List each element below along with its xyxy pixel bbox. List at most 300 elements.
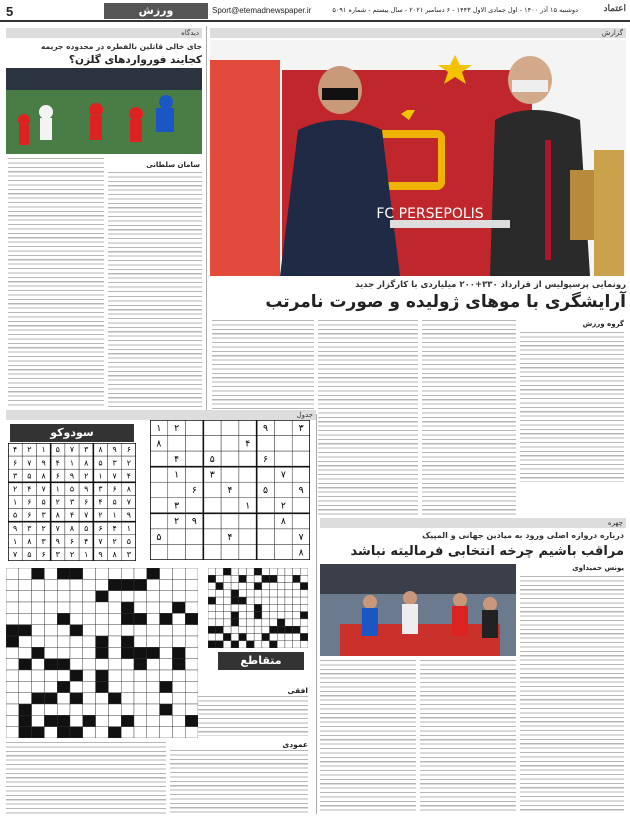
crossword-cell	[96, 715, 109, 726]
crossword-cell	[121, 613, 134, 624]
crossword-cell	[44, 727, 57, 738]
crossword-cell	[223, 619, 231, 626]
sudoku-cell: ۸	[126, 484, 132, 494]
crossword-cell	[293, 575, 301, 582]
crossword-cell	[293, 604, 301, 611]
crossword-cell	[185, 568, 198, 579]
crossword-cell	[285, 641, 293, 648]
crossword-cell	[172, 670, 185, 681]
crossword-cell	[96, 579, 109, 590]
crossword-cell	[223, 583, 231, 590]
crossword-cell	[262, 568, 270, 575]
crossword-cell	[57, 727, 70, 738]
sudoku-cell: ۱	[12, 536, 18, 546]
sudoku-cell: ۸	[84, 458, 89, 468]
crossword-cell	[172, 704, 185, 715]
crossword-cell	[96, 727, 109, 738]
crossword-cell	[83, 579, 96, 590]
crossword-cell	[83, 681, 96, 692]
crossword-cell	[70, 670, 83, 681]
crossword-cell	[6, 670, 19, 681]
crossword-cell	[19, 591, 32, 602]
crossword-cell	[83, 591, 96, 602]
crossword-cell	[216, 633, 224, 640]
sudoku-cell: ۳	[41, 510, 46, 520]
crossword-cell	[270, 590, 278, 597]
crossword-cell	[160, 602, 173, 613]
crossword-cell	[108, 625, 121, 636]
crossword-cell	[246, 612, 254, 619]
crossword-cell	[32, 647, 45, 658]
crossword-cell	[147, 579, 160, 590]
crossword-cell	[96, 704, 109, 715]
section-email[interactable]: Sport@etemadnewspaper.ir	[212, 6, 312, 15]
sudoku-cell: ۳	[112, 458, 117, 468]
sudoku-cell: ۸	[41, 471, 46, 481]
sudoku-cell: ۶	[41, 550, 46, 560]
crossword-cell	[300, 604, 308, 611]
sudoku-cell: ۱	[84, 550, 89, 560]
crossword-cell	[44, 568, 57, 579]
sudoku-cell: ۸	[27, 536, 32, 546]
left-text-col1b	[108, 296, 202, 408]
sudoku-cell: ۹	[84, 484, 89, 494]
crossword-cell	[246, 619, 254, 626]
date-issue: دوشنبه ۱۵ آذر ۱۴۰۰ - اول جمادی الاول ۱۴۴۳ - ۶ دسامبر ۲۰۲۱ - سال بیستم - شماره ۵۰۹۱	[332, 6, 578, 14]
sudoku-cell: ۹	[12, 523, 18, 533]
crossword-cell	[6, 625, 19, 636]
sudoku-cell: ۹	[126, 510, 132, 520]
crossword-cell	[185, 602, 198, 613]
crossword-cell	[44, 625, 57, 636]
sudoku-cell: ۲	[27, 445, 32, 455]
crossword-cell	[185, 681, 198, 692]
crossword-cell	[147, 602, 160, 613]
puzzle-tag: جدول	[6, 410, 316, 420]
crossword-cell	[277, 612, 285, 619]
crossword-cell	[19, 704, 32, 715]
crossword-cell	[160, 681, 173, 692]
sudoku-cell: ۱	[41, 445, 46, 455]
crossword-cell	[121, 681, 134, 692]
crossword-cell	[44, 591, 57, 602]
crossword-cell	[160, 715, 173, 726]
crossword-cell	[70, 636, 83, 647]
sudoku-cell: ۶	[27, 510, 32, 520]
crossword-cell	[300, 619, 308, 626]
crossword-cell	[231, 612, 239, 619]
crossword-cell	[262, 619, 270, 626]
crossword-cell	[285, 597, 293, 604]
crossword-cell	[19, 636, 32, 647]
crossword-cell	[300, 612, 308, 619]
crossword-cell	[160, 704, 173, 715]
crossword-cell	[246, 568, 254, 575]
main-title: آرایشگری با موهای ژولیده و صورت نامرتب	[265, 292, 626, 312]
crossword-cell	[83, 693, 96, 704]
crossword-cell	[172, 636, 185, 647]
crossword-cell	[70, 625, 83, 636]
sudoku-cell: ۷	[112, 471, 117, 481]
sudoku-cell: ۹	[41, 458, 46, 468]
crossword-cell	[108, 647, 121, 658]
crossword-cell	[223, 633, 231, 640]
crossword-cell	[32, 625, 45, 636]
crossword-cell	[239, 604, 247, 611]
crossword-cell	[185, 659, 198, 670]
sudoku-cell: ۷	[55, 523, 60, 533]
crossword-cell	[254, 619, 262, 626]
crossword-cell	[83, 704, 96, 715]
main-text-col4	[212, 320, 314, 410]
crossword-cell	[285, 583, 293, 590]
crossword-cell	[147, 625, 160, 636]
crossword-cell	[6, 579, 19, 590]
crossword-cell	[96, 568, 109, 579]
crossword-cell	[208, 590, 216, 597]
crossword-cell	[172, 693, 185, 704]
crossword-cell	[57, 659, 70, 670]
crossword-cell	[160, 670, 173, 681]
crossword-cell	[19, 659, 32, 670]
sudoku-cell: ۳	[209, 469, 215, 481]
sudoku-cell: ۱	[112, 510, 117, 520]
crossword-cell	[6, 727, 19, 738]
crossword-cell	[121, 659, 134, 670]
crossword-cell	[239, 568, 247, 575]
crossword-cell	[44, 704, 57, 715]
crossword-cell	[223, 597, 231, 604]
sudoku-cell: ۱	[98, 471, 103, 481]
sudoku-cell: ۴	[84, 536, 89, 546]
opinion-tag: دیدگاه	[6, 28, 202, 38]
crossword-cell	[32, 727, 45, 738]
sudoku-cell: ۳	[298, 422, 304, 434]
crossword-cell	[6, 568, 19, 579]
crossword-cell	[293, 619, 301, 626]
crossword-cell	[277, 590, 285, 597]
sudoku-cell: ۲	[112, 536, 117, 546]
crossword-cell	[185, 636, 198, 647]
sudoku-cell: ۵	[27, 471, 32, 481]
crossword-cell	[216, 583, 224, 590]
main-text-col1	[520, 332, 624, 482]
crossword-cell	[300, 575, 308, 582]
crossword-cell	[6, 613, 19, 624]
crossword-cell	[262, 612, 270, 619]
crossword-cell	[121, 636, 134, 647]
crossword-cell	[239, 583, 247, 590]
sudoku-cell: ۵	[112, 497, 117, 507]
crossword-cell	[270, 575, 278, 582]
crossword-cell	[216, 568, 224, 575]
wrestling-text-col2	[420, 660, 516, 812]
crossword-cell	[270, 583, 278, 590]
crossword-grid[interactable]	[6, 568, 198, 738]
sudoku-cell: ۱	[174, 469, 180, 481]
crossword-cell	[44, 647, 57, 658]
crossword-cell	[70, 647, 83, 658]
crossword-cell	[134, 670, 147, 681]
sudoku-cell: ۹	[263, 422, 269, 434]
wrestling-author: یونس حمیداوی	[572, 564, 624, 572]
crossword-cell	[134, 625, 147, 636]
crossword-cell	[134, 613, 147, 624]
crossword-cell	[185, 647, 198, 658]
crossword-cell	[246, 575, 254, 582]
crossword-cell	[172, 647, 185, 658]
crossword-cell	[285, 604, 293, 611]
crossword-cell	[223, 626, 231, 633]
sudoku-cell: ۶	[84, 497, 89, 507]
sudoku-cell: ۴	[12, 445, 18, 455]
crossword-cell	[121, 591, 134, 602]
crossword-cell	[239, 641, 247, 648]
crossword-cell	[208, 597, 216, 604]
crossword-cell	[108, 670, 121, 681]
sudoku-cell: ۴	[174, 454, 180, 465]
sudoku-cell: ۵	[55, 445, 60, 455]
sudoku-cell: ۹	[112, 445, 117, 455]
sudoku-cell: ۳	[174, 500, 180, 512]
crossword-cell	[285, 568, 293, 575]
crossword-cell	[300, 583, 308, 590]
sudoku-cell: ۴	[112, 523, 117, 533]
sudoku-cell: ۲	[55, 497, 60, 507]
wrestling-text-col3	[320, 660, 416, 812]
sudoku-cell: ۷	[298, 531, 304, 543]
crossword-cell	[44, 670, 57, 681]
crossword-cell	[231, 583, 239, 590]
crossword-cell	[160, 693, 173, 704]
crossword-cell	[44, 715, 57, 726]
crossword-cell	[83, 727, 96, 738]
crossword-cell	[147, 636, 160, 647]
sudoku-puzzle[interactable]	[150, 420, 310, 560]
crossword-cell	[185, 613, 198, 624]
sudoku-cell: ۱	[156, 422, 162, 434]
crossword-cell	[160, 727, 173, 738]
crossword-cell	[254, 612, 262, 619]
crossword-cell	[208, 568, 216, 575]
crossword-cell	[262, 583, 270, 590]
crossword-cell	[57, 704, 70, 715]
crossword-cell	[57, 670, 70, 681]
left-kicker: جای خالی قاتلین بالفطره در محدوده جریمه	[41, 42, 202, 51]
crossword-cell	[231, 633, 239, 640]
sudoku-cell: ۶	[12, 458, 18, 468]
crossword-cell	[134, 591, 147, 602]
crossword-cell	[231, 568, 239, 575]
left-title: کجایند فورواردهای گلزن؟	[68, 54, 202, 66]
sudoku-cell: ۳	[41, 536, 46, 546]
wrestling-text-col1	[520, 576, 624, 812]
crossword-cell	[96, 636, 109, 647]
crossword-cell	[277, 583, 285, 590]
crossword-cell	[121, 579, 134, 590]
crossword-cell	[246, 604, 254, 611]
crossword-cell	[44, 602, 57, 613]
crossword-cell	[19, 602, 32, 613]
crossword-cell	[108, 659, 121, 670]
crossword-cell	[44, 681, 57, 692]
sudoku-cell: ۴	[245, 438, 251, 450]
crossword-cell	[32, 704, 45, 715]
sudoku-cell: ۵	[156, 531, 162, 543]
crossword-cell	[121, 670, 134, 681]
crossword-cell	[19, 715, 32, 726]
crossword-cell	[96, 670, 109, 681]
crossword-cell	[216, 604, 224, 611]
crossword-cell	[108, 602, 121, 613]
crossword-cell	[160, 591, 173, 602]
crossword-cell	[19, 670, 32, 681]
crossword-cell	[300, 641, 308, 648]
crossword-cell	[223, 612, 231, 619]
crossword-cell	[285, 612, 293, 619]
crossword-cell	[57, 602, 70, 613]
crossword-cell	[262, 633, 270, 640]
crossword-cell	[83, 613, 96, 624]
crossword-cell	[44, 636, 57, 647]
crossword-cell	[285, 633, 293, 640]
crossword-cell	[57, 579, 70, 590]
crossword-cell	[57, 625, 70, 636]
crossword-cell	[172, 579, 185, 590]
sudoku-cell: ۸	[280, 516, 286, 528]
crossword-cell	[254, 626, 262, 633]
crossword-cell	[83, 602, 96, 613]
page-number: 5	[6, 4, 14, 19]
crossword-cell	[172, 568, 185, 579]
sudoku-solution	[8, 443, 136, 561]
crossword-cell	[254, 604, 262, 611]
column-divider-2	[316, 414, 317, 814]
main-text-col3	[318, 320, 418, 516]
crossword-cell	[32, 693, 45, 704]
crossword-cell	[108, 715, 121, 726]
crossword-cell	[147, 715, 160, 726]
crossword-cell	[216, 590, 224, 597]
crossword-cell	[270, 604, 278, 611]
crossword-cell	[96, 613, 109, 624]
crossword-cell	[160, 568, 173, 579]
crossword-cell	[270, 597, 278, 604]
crossword-cell	[246, 597, 254, 604]
crossword-cell	[70, 659, 83, 670]
crossword-cell	[172, 659, 185, 670]
crossword-cell	[83, 670, 96, 681]
column-divider	[206, 26, 207, 410]
crossword-cell	[293, 568, 301, 575]
sudoku-cell: ۵	[84, 523, 89, 533]
crossword-cell	[185, 704, 198, 715]
sudoku-cell: ۹	[98, 550, 103, 560]
crossword-cell	[172, 715, 185, 726]
crossword-cell	[172, 613, 185, 624]
crossword-cell	[147, 727, 160, 738]
sudoku-cell: ۸	[55, 510, 60, 520]
sudoku-cell: ۷	[84, 510, 89, 520]
main-text-col2	[422, 320, 516, 516]
sudoku-cell: ۷	[41, 484, 46, 494]
crossword-cell	[70, 704, 83, 715]
crossword-cell	[208, 604, 216, 611]
crossword-cell	[134, 727, 147, 738]
crossword-cell	[32, 579, 45, 590]
main-kicker: رونمایی پرسپولیس از قرارداد ۳۳۰+۲۰۰ میلیاردی با کارگزار جدید	[355, 280, 626, 290]
crossword-cell	[300, 597, 308, 604]
crossword-cell	[32, 568, 45, 579]
crossword-cell	[70, 579, 83, 590]
crossword-cell	[277, 575, 285, 582]
crossword-cell	[223, 641, 231, 648]
crossword-cell	[83, 568, 96, 579]
sudoku-cell: ۳	[27, 523, 32, 533]
crossword-cell	[208, 626, 216, 633]
crossword-cell	[262, 590, 270, 597]
wrestling-kicker: درباره دروازه اصلی ورود به میادین جهانی و المپیک	[422, 531, 624, 540]
crossword-cell	[223, 604, 231, 611]
sudoku-cell: ۲	[98, 510, 103, 520]
crossword-cell	[6, 591, 19, 602]
sudoku-cell: ۶	[191, 485, 197, 497]
crossword-cell	[19, 647, 32, 658]
crossword-cell	[254, 633, 262, 640]
crossword-cell	[134, 704, 147, 715]
crossword-cell	[134, 693, 147, 704]
vertical-title: عمودی	[282, 740, 308, 749]
crossword-cell	[121, 602, 134, 613]
sudoku-cell: ۸	[69, 523, 75, 533]
svg-text:FC PERSEPOLIS: FC PERSEPOLIS	[376, 206, 484, 222]
crossword-cell	[300, 590, 308, 597]
sudoku-cell: ۶	[27, 497, 32, 507]
sudoku-cell: ۲	[126, 458, 132, 468]
crossword-cell	[96, 591, 109, 602]
sudoku-cell: ۱	[69, 458, 75, 468]
sudoku-cell: ۹	[69, 471, 75, 481]
crossword-cell	[134, 602, 147, 613]
main-photo	[210, 40, 626, 276]
crossword-cell	[208, 641, 216, 648]
crossword-cell	[121, 625, 134, 636]
crossword-cell	[70, 602, 83, 613]
sudoku-cell: ۷	[280, 469, 286, 481]
crossword-cell	[70, 568, 83, 579]
crossword-cell	[254, 583, 262, 590]
crossword-cell	[160, 636, 173, 647]
crossword-cell	[32, 613, 45, 624]
crossword-cell	[108, 704, 121, 715]
sudoku-cell: ۶	[55, 471, 60, 481]
left-text-col1	[108, 172, 202, 294]
crossword-cell	[216, 597, 224, 604]
crossword-cell	[121, 647, 134, 658]
crossword-cell	[108, 693, 121, 704]
sudoku-cell: ۵	[98, 458, 103, 468]
crossword-cell	[108, 579, 121, 590]
crossword-cell	[231, 604, 239, 611]
crossword-cell	[147, 670, 160, 681]
crossword-cell	[185, 591, 198, 602]
crossword-cell	[208, 633, 216, 640]
crossword-cell	[147, 613, 160, 624]
crossword-cell	[216, 612, 224, 619]
sudoku-cell: ۴	[27, 484, 32, 494]
crossword-cell	[208, 619, 216, 626]
crossword-cell	[231, 575, 239, 582]
